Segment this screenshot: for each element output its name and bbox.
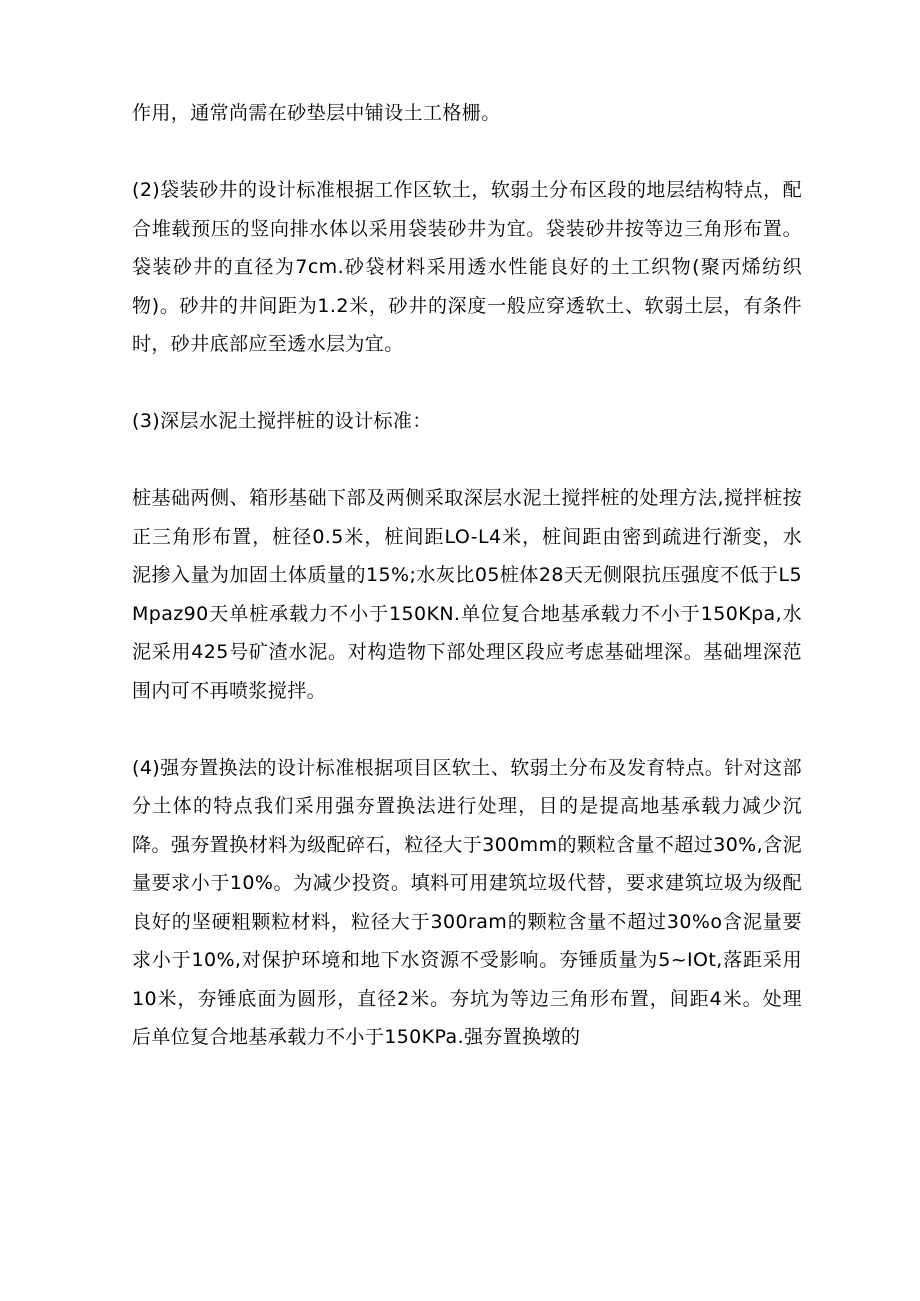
paragraph-dynamic-replacement-standard: (4)强夯置换法的设计标准根据项目区软土、软弱土分布及发育特点。针对这部分土体的特点我们采用强夯置换法进行处理，目的是提高地基承载力减少沉降。强夯置换材料为级配碎石，粒径大于300mm的颗粒含量不超过30%,含泥量要求小于10%。为减少投资。填料可用建筑垃圾代替，要求建筑垃圾为级配良好的坚硬粗颗粒材料，粒径大于300ram的颗粒含量不超过30%o含泥量要求小于10%,对保护环境和地下水资源不受影响。夯锤质量为5~IOt,落距采用10米，夯锤底面为圆形，直径2米。夯坑为等边三角形布置，间距4米。处理后单位复合地基承载力不小于150KPa.强夯置换墩的	[132, 756, 802, 1048]
paragraph-spacer	[132, 364, 802, 403]
section-heading-mixing-pile: (3)深层水泥土搅拌桩的设计标准：	[132, 410, 432, 432]
paragraph-spacer	[132, 710, 802, 749]
document-body	[132, 94, 802, 1057]
paragraph-geogrid: 作用，通常尚需在砂垫层中铺设土工格栅。	[132, 102, 501, 124]
paragraph-spacer	[132, 441, 802, 480]
paragraph-spacer	[132, 133, 802, 172]
paragraph-mixing-pile-standard: 桩基础两侧、箱形基础下部及两侧采取深层水泥土搅拌桩的处理方法,搅拌桩按正三角形布置，桩径0.5米，桩间距LO-L4米，桩间距由密到疏进行渐变，水泥掺入量为加固土体质量的15%;水灰比05桩体28天无侧限抗压强度不低于L5Mpaz90天单桩承载力不小于150KN.单位复合地基承载力不小于150Kpa,水泥采用425号矿渣水泥。对构造物下部处理区段应考虑基础埋深。基础埋深范围内可不再喷浆搅拌。	[132, 487, 802, 702]
paragraph-sand-drain-standard: (2)袋装砂井的设计标准根据工作区软土，软弱土分布区段的地层结构特点，配合堆载预压的竖向排水体以采用袋装砂井为宜。袋装砂井按等边三角形布置。袋装砂井的直径为7cm.砂袋材料采用透水性能良好的土工织物(聚丙烯纺织物)。砂井的井间距为1.2米，砂井的深度一般应穿透软土、软弱土层，有条件时，砂井底部应至透水层为宜。	[132, 179, 802, 355]
